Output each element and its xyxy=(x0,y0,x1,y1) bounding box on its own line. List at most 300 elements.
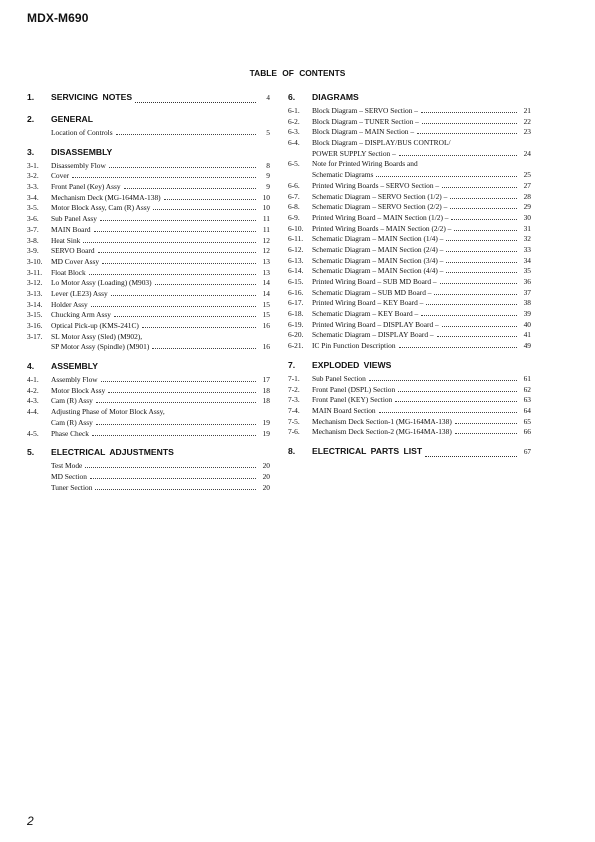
toc-entry[interactable] xyxy=(27,332,270,343)
toc-entry[interactable] xyxy=(27,257,270,268)
toc-entry[interactable] xyxy=(288,309,531,320)
dot-leader xyxy=(85,467,256,468)
entry-number: 6-20. xyxy=(288,330,304,340)
dot-leader xyxy=(446,251,517,252)
toc-entry[interactable] xyxy=(288,138,531,149)
entry-title: Block Diagram – SERVO Section – xyxy=(312,106,418,115)
toc-entry[interactable] xyxy=(27,321,270,332)
entry-title: Lever (LE23) Assy xyxy=(51,288,108,298)
toc-entry[interactable] xyxy=(27,300,270,311)
entry-page: 14 xyxy=(262,278,270,288)
toc-section xyxy=(27,447,270,493)
entry-number: 6-7. xyxy=(288,191,300,201)
entry-title: Cam (R) Assy xyxy=(51,417,93,427)
entry-number: 3-8. xyxy=(27,235,39,245)
entry-number: 6-14. xyxy=(288,266,304,276)
entry-title: MAIN Board xyxy=(51,224,91,234)
toc-section xyxy=(288,446,531,460)
entry-title: Printed Wiring Boards – MAIN Section (2/2) – xyxy=(312,223,452,233)
entry-page: 61 xyxy=(523,373,531,383)
toc-section xyxy=(27,361,270,439)
entry-page: 12 xyxy=(262,246,270,256)
dot-leader xyxy=(451,219,517,220)
toc-section xyxy=(27,114,270,139)
section-number: 4. xyxy=(27,361,35,372)
entry-title: Sub Panel Assy xyxy=(51,214,97,224)
toc-section xyxy=(27,147,270,353)
dot-leader xyxy=(116,134,256,135)
toc-entry[interactable] xyxy=(27,461,270,472)
dot-leader xyxy=(455,433,517,434)
entry-number: 6-17. xyxy=(288,298,304,308)
entry-page: 30 xyxy=(523,212,531,222)
entry-number: 6-10. xyxy=(288,223,304,233)
section-page: 4 xyxy=(266,94,270,102)
entry-number: 6-19. xyxy=(288,319,304,329)
toc-entry[interactable] xyxy=(27,418,270,429)
entry-page: 14 xyxy=(262,288,270,298)
dot-leader xyxy=(91,306,256,307)
dot-leader xyxy=(135,102,256,103)
dot-leader xyxy=(455,423,517,424)
entry-title: Mechanism Deck Section-1 (MG-164MA-138) xyxy=(312,416,452,426)
dot-leader xyxy=(83,242,256,243)
entry-number: 6-16. xyxy=(288,287,304,297)
entry-title: Block Diagram – DISPLAY/BUS CONTROL/ xyxy=(312,138,451,148)
entry-page: 34 xyxy=(523,255,531,265)
entry-number: 3-5. xyxy=(27,203,39,213)
entry-title: Schematic Diagram – DISPLAY Board – xyxy=(312,330,434,340)
entry-title: Schematic Diagram – SUB MD Board – xyxy=(312,287,432,297)
dot-leader xyxy=(72,177,256,178)
entry-title: Printed Wiring Board – SUB MD Board – xyxy=(312,277,437,286)
entry-number: 6-12. xyxy=(288,244,304,254)
toc-entry[interactable] xyxy=(288,192,531,203)
dot-leader xyxy=(164,199,256,200)
dot-leader xyxy=(102,263,256,264)
toc-entry[interactable] xyxy=(288,395,531,406)
entry-title: Disassembly Flow xyxy=(51,160,106,170)
entry-title: Schematic Diagram – MAIN Section (1/4) – xyxy=(312,234,444,244)
toc-entry[interactable] xyxy=(27,386,270,397)
dot-leader xyxy=(95,489,256,490)
dot-leader xyxy=(446,272,517,273)
entry-title: Printed Wiring Board – DISPLAY Board – xyxy=(312,319,439,329)
entry-number: 3-14. xyxy=(27,299,43,309)
entry-page: 19 xyxy=(262,417,270,427)
dot-leader xyxy=(421,315,517,316)
toc-entry[interactable] xyxy=(27,236,270,247)
entry-title: MD Cover Assy xyxy=(51,256,100,266)
entry-page: 32 xyxy=(523,234,531,244)
dot-leader xyxy=(442,326,517,327)
entry-title: Schematic Diagram – SERVO Section (1/2) – xyxy=(312,191,448,201)
entry-number: 7-3. xyxy=(288,395,300,405)
entry-page: 66 xyxy=(523,427,531,437)
dot-leader xyxy=(379,412,517,413)
entry-page: 37 xyxy=(523,287,531,297)
toc-section-heading[interactable] xyxy=(27,447,270,461)
toc-entry[interactable] xyxy=(288,149,531,160)
entry-page: 13 xyxy=(262,256,270,266)
entry-number: 3-10. xyxy=(27,256,43,266)
entry-title: SL Motor Assy (Sled) (M902), xyxy=(51,331,143,341)
section-title: SERVICING NOTES xyxy=(51,92,133,102)
toc-entry[interactable] xyxy=(27,171,270,182)
dot-leader xyxy=(399,347,517,348)
dot-leader xyxy=(155,284,256,285)
dot-leader xyxy=(422,123,517,124)
dot-leader xyxy=(395,401,517,402)
toc-entry[interactable] xyxy=(27,225,270,236)
entry-page: 17 xyxy=(262,375,270,385)
entry-title: Chucking Arm Assy xyxy=(51,310,111,320)
dot-leader xyxy=(437,336,517,337)
entry-page: 22 xyxy=(523,116,531,126)
entry-page: 13 xyxy=(262,267,270,277)
entry-number: 6-11. xyxy=(288,234,304,244)
toc-entry[interactable] xyxy=(288,234,531,245)
entry-page: 41 xyxy=(523,330,531,340)
entry-page: 35 xyxy=(523,266,531,276)
dot-leader xyxy=(101,381,256,382)
toc-entry[interactable] xyxy=(27,375,270,386)
section-number: 2. xyxy=(27,114,35,124)
section-title: DISASSEMBLY xyxy=(51,146,113,157)
entry-title: Location of Controls xyxy=(51,128,113,137)
toc-entry[interactable] xyxy=(27,483,270,494)
entry-number: 6-2. xyxy=(288,116,300,126)
entry-page: 40 xyxy=(523,319,531,329)
toc-entry[interactable] xyxy=(27,342,270,353)
toc-entry[interactable] xyxy=(288,170,531,181)
entry-page: 64 xyxy=(523,405,531,415)
entry-number: 3-16. xyxy=(27,321,43,330)
entry-number: 4-5. xyxy=(27,428,39,438)
section-number: 8. xyxy=(288,445,296,456)
entry-page: 65 xyxy=(523,416,531,426)
section-title: ELECTRICAL PARTS LIST xyxy=(312,445,423,456)
entry-number: 3-15. xyxy=(27,310,43,320)
entry-page: 31 xyxy=(523,223,531,233)
entry-number: 4-1. xyxy=(27,375,39,385)
toc-entry[interactable] xyxy=(288,374,531,385)
toc-entry[interactable] xyxy=(288,127,531,138)
toc-entry[interactable] xyxy=(288,427,531,438)
entry-number: 3-2. xyxy=(27,171,39,181)
toc-section-heading[interactable] xyxy=(288,446,531,460)
toc-section xyxy=(27,92,270,106)
toc-entry[interactable] xyxy=(27,472,270,483)
entry-page: 9 xyxy=(266,171,270,181)
toc-entry[interactable] xyxy=(288,385,531,396)
entry-number: 3-4. xyxy=(27,192,39,202)
entry-title: Schematic Diagram – SERVO Section (2/2) – xyxy=(312,202,448,212)
dot-leader xyxy=(152,348,256,349)
toc-section-heading[interactable] xyxy=(288,92,531,106)
section-number: 3. xyxy=(27,146,35,157)
entry-title: Lo Motor Assy (Loading) (M903) xyxy=(51,278,152,288)
model-name: MDX-M690 xyxy=(27,11,89,25)
toc-section xyxy=(288,360,531,438)
entry-title: Test Mode xyxy=(51,461,83,471)
toc-entry[interactable] xyxy=(27,193,270,204)
entry-page: 62 xyxy=(523,384,531,394)
dot-leader xyxy=(114,316,256,317)
dot-leader xyxy=(142,327,256,328)
section-number: 6. xyxy=(288,92,296,102)
dot-leader xyxy=(153,209,256,210)
entry-title: Holder Assy xyxy=(51,299,88,309)
dot-leader xyxy=(426,304,517,305)
toc-entry[interactable] xyxy=(27,407,270,418)
section-title: ELECTRICAL ADJUSTMENTS xyxy=(51,447,174,458)
dot-leader xyxy=(90,478,256,479)
toc-entry[interactable] xyxy=(288,298,531,309)
entry-page: 49 xyxy=(523,341,531,351)
entry-page: 29 xyxy=(523,202,531,212)
section-number: 1. xyxy=(27,92,35,102)
toc-entry[interactable] xyxy=(288,406,531,417)
toc-entry[interactable] xyxy=(288,181,531,192)
entry-number: 6-3. xyxy=(288,127,300,137)
dot-leader xyxy=(96,402,256,403)
dot-leader xyxy=(454,230,517,231)
entry-page: 20 xyxy=(262,482,270,492)
entry-title: Printed Wiring Board – KEY Board – xyxy=(312,298,424,308)
toc-entry[interactable] xyxy=(288,213,531,224)
toc-entry[interactable] xyxy=(288,224,531,235)
entry-title: Sub Panel Section xyxy=(312,373,366,383)
entry-title: Heat Sink xyxy=(51,235,81,245)
dot-leader xyxy=(446,240,517,241)
entry-number: 3-9. xyxy=(27,246,39,256)
toc-section-heading[interactable] xyxy=(27,361,270,375)
entry-page: 8 xyxy=(266,160,270,170)
entry-page: 16 xyxy=(262,342,270,352)
toc-entry[interactable] xyxy=(288,330,531,341)
entry-number: 4-2. xyxy=(27,385,39,395)
toc-entry[interactable] xyxy=(27,182,270,193)
toc-entry[interactable] xyxy=(288,266,531,277)
entry-number: 3-12. xyxy=(27,278,43,288)
entry-number: 4-4. xyxy=(27,407,39,417)
entry-page: 11 xyxy=(262,224,270,234)
entry-page: 27 xyxy=(523,180,531,190)
page-number: 2 xyxy=(27,814,34,828)
toc-entry[interactable] xyxy=(288,159,531,170)
section-number: 7. xyxy=(288,359,296,370)
toc-entry[interactable] xyxy=(27,214,270,225)
entry-number: 7-4. xyxy=(288,405,300,415)
entry-page: 63 xyxy=(523,395,531,405)
section-title: ASSEMBLY xyxy=(51,361,98,372)
dot-leader xyxy=(398,391,517,392)
entry-page: 20 xyxy=(262,461,270,471)
dot-leader xyxy=(96,424,256,425)
entry-title: Note for Printed Wiring Boards and xyxy=(312,159,418,169)
dot-leader xyxy=(89,274,256,275)
entry-title: SERVO Board xyxy=(51,246,95,256)
entry-number: 6-5. xyxy=(288,159,300,169)
entry-page: 10 xyxy=(262,192,270,202)
toc-section-heading[interactable] xyxy=(27,114,270,128)
entry-title: Schematic Diagram – MAIN Section (3/4) – xyxy=(312,255,444,265)
entry-page: 23 xyxy=(523,127,531,137)
entry-page: 38 xyxy=(523,298,531,308)
entry-title: Mechanism Deck (MG-164MA-138) xyxy=(51,192,161,202)
entry-title: Phase Check xyxy=(51,428,89,438)
dot-leader xyxy=(434,294,517,295)
toc-section-heading[interactable] xyxy=(27,147,270,161)
entry-number: 6-15. xyxy=(288,277,304,286)
dot-leader xyxy=(111,295,256,296)
entry-number: 6-18. xyxy=(288,309,304,319)
section-title: DIAGRAMS xyxy=(312,92,359,102)
dot-leader xyxy=(446,262,517,263)
entry-page: 18 xyxy=(262,396,270,406)
toc-entry[interactable] xyxy=(288,417,531,428)
toc-left-column xyxy=(27,92,270,501)
dot-leader xyxy=(100,220,256,221)
section-number: 5. xyxy=(27,447,35,458)
entry-page: 33 xyxy=(523,244,531,254)
toc-entry[interactable] xyxy=(288,288,531,299)
entry-page: 19 xyxy=(262,428,270,438)
entry-title: Assembly Flow xyxy=(51,375,98,385)
toc-entry[interactable] xyxy=(27,268,270,279)
entry-page: 20 xyxy=(262,471,270,481)
dot-leader xyxy=(450,208,517,209)
entry-title: Cam (R) Assy xyxy=(51,396,93,406)
dot-leader xyxy=(109,167,256,168)
toc-entry[interactable] xyxy=(288,117,531,128)
entry-page: 16 xyxy=(262,321,270,330)
entry-number: 6-9. xyxy=(288,212,300,222)
entry-page: 25 xyxy=(523,170,531,180)
dot-leader xyxy=(421,112,517,113)
entry-title: Tuner Section xyxy=(51,482,93,492)
dot-leader xyxy=(399,155,517,156)
entry-number: 3-7. xyxy=(27,224,39,234)
dot-leader xyxy=(440,283,517,284)
entry-number: 3-17. xyxy=(27,331,43,341)
toc-entry[interactable] xyxy=(27,289,270,300)
dot-leader xyxy=(92,435,256,436)
toc-title: TABLE OF CONTENTS xyxy=(249,68,346,78)
toc-entry[interactable] xyxy=(288,256,531,267)
entry-page: 5 xyxy=(266,128,270,137)
entry-page: 39 xyxy=(523,309,531,319)
entry-title: POWER SUPPLY Section – xyxy=(312,148,396,158)
entry-page: 9 xyxy=(266,182,270,192)
entry-title: Block Diagram – TUNER Section – xyxy=(312,116,419,126)
entry-page: 24 xyxy=(523,148,531,158)
entry-number: 7-1. xyxy=(288,373,300,383)
entry-title: Front Panel (DSPL) Section xyxy=(312,384,396,394)
toc-section-heading[interactable] xyxy=(288,360,531,374)
entry-number: 3-6. xyxy=(27,214,39,224)
dot-leader xyxy=(98,252,256,253)
entry-title: Front Panel (KEY) Section xyxy=(312,395,393,405)
entry-title: Schematic Diagrams xyxy=(312,170,374,180)
entry-page: 21 xyxy=(523,106,531,115)
entry-number: 7-2. xyxy=(288,384,300,394)
dot-leader xyxy=(369,380,517,381)
entry-title: Schematic Diagram – MAIN Section (4/4) – xyxy=(312,266,444,276)
dot-leader xyxy=(376,176,517,177)
dot-leader xyxy=(450,198,517,199)
section-title: GENERAL xyxy=(51,114,94,124)
entry-title: Printed Wiring Board – MAIN Section (1/2) – xyxy=(312,212,449,222)
dot-leader xyxy=(442,187,517,188)
entry-page: 18 xyxy=(262,385,270,395)
entry-number: 6-21. xyxy=(288,341,304,351)
toc-right-column xyxy=(288,92,531,468)
entry-page: 28 xyxy=(523,191,531,201)
entry-title: Block Diagram – MAIN Section – xyxy=(312,127,415,137)
toc-entry[interactable] xyxy=(27,246,270,257)
toc-entry[interactable] xyxy=(288,106,531,117)
entry-page: 11 xyxy=(262,214,270,224)
entry-number: 3-11. xyxy=(27,267,43,277)
entry-title: Cover xyxy=(51,171,70,181)
toc-entry[interactable] xyxy=(27,429,270,440)
toc-entry[interactable] xyxy=(27,161,270,172)
dot-leader xyxy=(124,188,256,189)
entry-number: 6-6. xyxy=(288,180,300,190)
toc-entry[interactable] xyxy=(27,278,270,289)
dot-leader xyxy=(108,392,256,393)
entry-title: Mechanism Deck Section-2 (MG-164MA-138) xyxy=(312,427,452,437)
toc-section-heading[interactable] xyxy=(27,92,270,106)
entry-title: Float Block xyxy=(51,267,86,277)
toc-entry[interactable] xyxy=(288,277,531,288)
entry-page: 12 xyxy=(262,235,270,245)
toc-entry[interactable] xyxy=(27,128,270,139)
toc-entry[interactable] xyxy=(27,203,270,214)
entry-number: 3-1. xyxy=(27,160,39,170)
entry-number: 3-3. xyxy=(27,182,39,192)
toc-entry[interactable] xyxy=(288,245,531,256)
toc-entry[interactable] xyxy=(288,202,531,213)
entry-title: MAIN Board Section xyxy=(312,405,376,415)
entry-title: IC Pin Function Description xyxy=(312,341,396,351)
section-page: 67 xyxy=(523,447,531,456)
entry-number: 3-13. xyxy=(27,288,43,298)
entry-title: Schematic Diagram – KEY Board – xyxy=(312,309,419,319)
entry-title: Adjusting Phase of Motor Block Assy, xyxy=(51,407,165,417)
dot-leader xyxy=(425,456,517,457)
entry-title: Schematic Diagram – MAIN Section (2/4) – xyxy=(312,244,444,254)
dot-leader xyxy=(94,231,256,232)
entry-title: Front Panel (Key) Assy xyxy=(51,182,121,192)
entry-number: 6-4. xyxy=(288,138,300,148)
section-title: EXPLODED VIEWS xyxy=(312,359,392,370)
entry-title: MD Section xyxy=(51,471,87,481)
entry-number: 6-1. xyxy=(288,106,300,115)
toc-entry[interactable] xyxy=(27,396,270,407)
entry-page: 36 xyxy=(523,277,531,286)
entry-number: 6-8. xyxy=(288,202,300,212)
toc-entry[interactable] xyxy=(288,320,531,331)
entry-title: Printed Wiring Boards – SERVO Section – xyxy=(312,180,440,190)
toc-entry[interactable] xyxy=(288,341,531,352)
entry-page: 15 xyxy=(262,299,270,309)
entry-title: SP Motor Assy (Spindle) (M901) xyxy=(51,342,150,352)
toc-entry[interactable] xyxy=(27,310,270,321)
entry-number: 7-5. xyxy=(288,416,300,426)
